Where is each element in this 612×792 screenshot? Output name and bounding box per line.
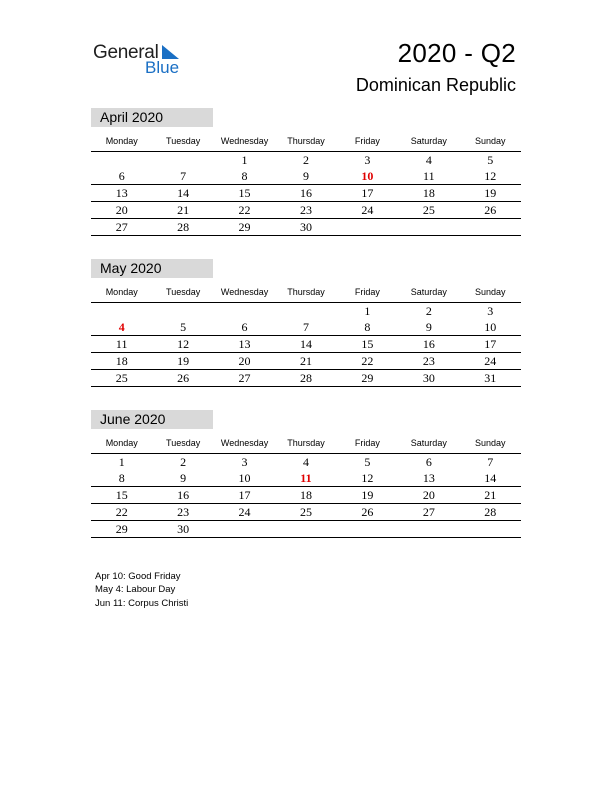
month-header: April 2020 — [91, 108, 213, 127]
day-cell: 7 — [487, 455, 494, 469]
day-cell: 27 — [115, 220, 128, 234]
day-cell: 16 — [422, 337, 435, 351]
weekday-label: Thursday — [287, 438, 325, 448]
day-cell — [152, 152, 213, 168]
week-row — [91, 454, 521, 470]
day-cell: 24 — [238, 505, 251, 519]
day-cell: 25 — [115, 371, 128, 385]
day-cell: 6 — [241, 320, 248, 334]
weekday-label: Saturday — [410, 438, 447, 448]
day-cell: 8 — [118, 471, 125, 485]
day-cell: 29 — [115, 522, 128, 536]
week-row — [91, 521, 521, 538]
weekday-label: Friday — [354, 438, 380, 448]
day-cell: 4 — [302, 455, 309, 469]
week-row — [91, 319, 521, 336]
month-header: June 2020 — [91, 410, 213, 429]
holiday-note: May 4: Labour Day — [95, 584, 176, 596]
day-cell — [275, 521, 336, 537]
day-cell: 3 — [487, 304, 494, 318]
day-cell: 13 — [115, 186, 128, 200]
day-cell: 18 — [422, 186, 435, 200]
weekday-label: Thursday — [287, 136, 325, 146]
day-cell: 12 — [361, 471, 374, 485]
weekday-label: Tuesday — [166, 136, 201, 146]
day-cell — [214, 303, 275, 319]
day-cell: 16 — [177, 488, 190, 502]
day-cell: 12 — [177, 337, 190, 351]
day-cell: 2 — [180, 455, 187, 469]
month-calendar-may — [91, 259, 521, 387]
day-cell: 15 — [115, 488, 128, 502]
day-cell: 14 — [484, 471, 497, 485]
holiday-note: Apr 10: Good Friday — [95, 571, 181, 582]
day-cell: 21 — [177, 203, 190, 217]
day-cell: 1 — [118, 455, 125, 469]
day-cell: 20 — [422, 488, 435, 502]
week-rows — [91, 152, 521, 236]
weekday-label: Wednesday — [220, 136, 269, 146]
weekday-label: Friday — [354, 287, 380, 297]
day-cell — [337, 521, 398, 537]
weekday-label: Monday — [105, 438, 138, 448]
day-cell: 26 — [177, 371, 190, 385]
day-cell: 26 — [361, 505, 374, 519]
month-calendar-june — [91, 410, 521, 538]
day-cell: 9 — [302, 169, 309, 183]
day-cell: 28 — [177, 220, 190, 234]
day-cell: 22 — [361, 354, 374, 368]
holiday-note: Jun 11: Corpus Christi — [95, 597, 189, 609]
day-cell: 5 — [487, 153, 494, 167]
weekday-header-row — [91, 435, 521, 454]
weekday-label: Tuesday — [166, 287, 201, 297]
day-cell: 17 — [238, 488, 251, 502]
weekday-label: Friday — [354, 136, 380, 146]
week-rows — [91, 454, 521, 538]
holiday-day-cell: 4 — [118, 320, 125, 334]
day-cell — [91, 303, 152, 319]
day-cell: 2 — [302, 153, 309, 167]
day-cell: 10 — [484, 320, 497, 334]
day-cell: 29 — [238, 220, 251, 234]
day-cell: 12 — [484, 169, 497, 183]
day-cell: 23 — [299, 203, 312, 217]
day-cell: 22 — [115, 505, 128, 519]
day-cell: 25 — [299, 505, 312, 519]
day-cell: 16 — [299, 186, 312, 200]
day-cell: 1 — [364, 304, 371, 318]
day-cell — [398, 521, 459, 537]
day-cell: 1 — [241, 153, 248, 167]
day-cell: 7 — [180, 169, 187, 183]
day-cell — [91, 152, 152, 168]
day-cell: 11 — [115, 337, 128, 351]
day-cell: 5 — [180, 320, 187, 334]
day-cell: 18 — [115, 354, 128, 368]
day-cell: 11 — [423, 169, 435, 183]
day-cell: 8 — [241, 169, 248, 183]
day-cell: 2 — [425, 304, 432, 318]
day-cell: 9 — [180, 471, 187, 485]
weekday-label: Thursday — [287, 287, 325, 297]
weekday-label: Sunday — [474, 438, 506, 448]
week-row — [91, 487, 521, 504]
week-row — [91, 185, 521, 202]
week-row — [91, 370, 521, 387]
week-row — [91, 219, 521, 236]
day-cell: 29 — [361, 371, 374, 385]
day-cell: 5 — [364, 455, 371, 469]
country-name: Dominican Republic — [355, 75, 516, 95]
day-cell: 30 — [422, 371, 435, 385]
day-cell: 25 — [422, 203, 435, 217]
day-cell: 13 — [422, 471, 435, 485]
day-cell: 24 — [484, 354, 497, 368]
week-row — [91, 353, 521, 370]
holiday-notes — [95, 570, 188, 610]
week-row — [91, 152, 521, 168]
day-cell: 23 — [422, 354, 435, 368]
day-cell: 20 — [238, 354, 251, 368]
day-cell: 9 — [425, 320, 432, 334]
day-cell: 22 — [238, 203, 251, 217]
day-cell: 8 — [364, 320, 371, 334]
weekday-header-row — [91, 284, 521, 303]
day-cell: 3 — [241, 455, 248, 469]
weekday-label: Wednesday — [220, 438, 269, 448]
day-cell: 6 — [118, 169, 125, 183]
day-cell: 26 — [484, 203, 497, 217]
weekday-label: Sunday — [474, 287, 506, 297]
weekday-label: Sunday — [474, 136, 506, 146]
day-cell: 24 — [361, 203, 374, 217]
day-cell: 19 — [484, 186, 497, 200]
week-row — [91, 336, 521, 353]
weekday-label: Saturday — [410, 287, 447, 297]
page-title: 2020 - Q2 — [397, 38, 516, 68]
week-row — [91, 168, 521, 185]
week-row — [91, 202, 521, 219]
day-cell: 17 — [484, 337, 497, 351]
week-row — [91, 504, 521, 521]
logo-word-general: General — [93, 42, 159, 63]
day-cell: 19 — [361, 488, 374, 502]
day-cell: 7 — [302, 320, 309, 334]
month-header: May 2020 — [91, 259, 213, 278]
day-cell: 30 — [177, 522, 190, 536]
month-calendar-april — [91, 108, 521, 236]
day-cell: 18 — [299, 488, 312, 502]
day-cell — [214, 521, 275, 537]
day-cell: 3 — [364, 153, 371, 167]
day-cell: 21 — [484, 488, 497, 502]
day-cell: 15 — [238, 186, 251, 200]
weekday-label: Saturday — [410, 136, 447, 146]
day-cell: 23 — [177, 505, 190, 519]
day-cell — [460, 521, 521, 537]
day-cell: 19 — [177, 354, 190, 368]
weekday-header-row — [91, 133, 521, 152]
weekday-label: Monday — [105, 136, 138, 146]
day-cell: 10 — [238, 471, 251, 485]
day-cell: 15 — [361, 337, 374, 351]
generalblue-logo — [93, 40, 188, 80]
day-cell: 28 — [484, 505, 497, 519]
weekday-label: Wednesday — [220, 287, 269, 297]
logo-word-blue: Blue — [145, 58, 180, 77]
day-cell — [275, 303, 336, 319]
day-cell: 31 — [484, 371, 497, 385]
day-cell: 27 — [422, 505, 435, 519]
holiday-day-cell: 11 — [300, 471, 312, 485]
day-cell: 14 — [177, 186, 190, 200]
day-cell — [460, 219, 521, 235]
day-cell: 20 — [115, 203, 128, 217]
day-cell: 14 — [299, 337, 312, 351]
weekday-label: Monday — [105, 287, 138, 297]
week-rows — [91, 303, 521, 387]
day-cell: 30 — [299, 220, 312, 234]
day-cell: 6 — [425, 455, 432, 469]
day-cell — [152, 303, 213, 319]
weekday-label: Tuesday — [166, 438, 201, 448]
day-cell: 13 — [238, 337, 251, 351]
week-row — [91, 470, 521, 487]
holiday-day-cell: 10 — [361, 169, 374, 183]
day-cell: 4 — [425, 153, 432, 167]
week-row — [91, 303, 521, 319]
day-cell: 27 — [238, 371, 251, 385]
day-cell: 17 — [361, 186, 374, 200]
day-cell: 28 — [299, 371, 312, 385]
day-cell — [337, 219, 398, 235]
day-cell — [398, 219, 459, 235]
day-cell: 21 — [299, 354, 312, 368]
